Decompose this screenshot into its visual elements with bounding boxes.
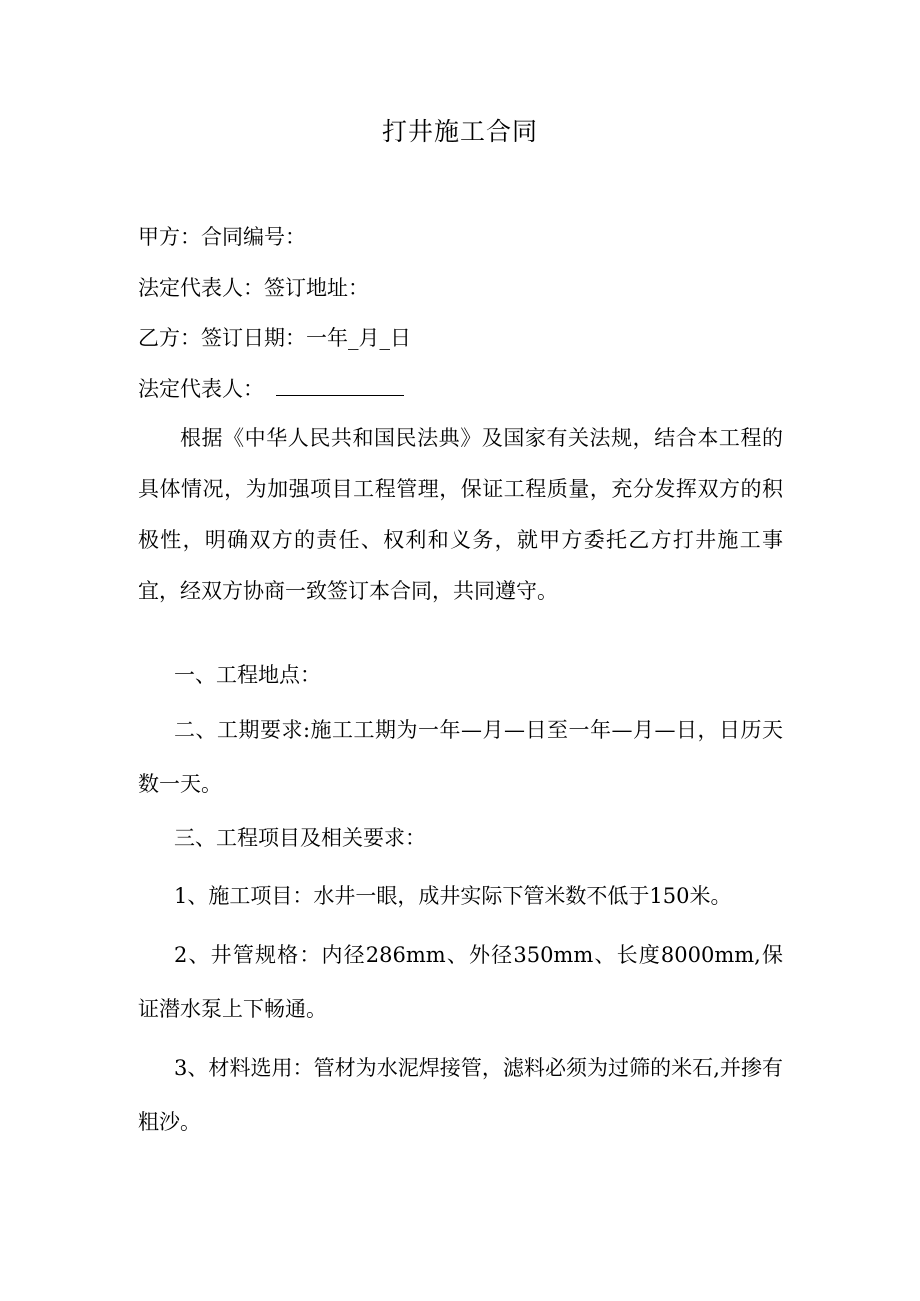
signature-blank (276, 379, 404, 396)
party-a-representative-line: 法定代表人：签订地址： (138, 276, 369, 300)
item-materials: 3、材料选用：管材为水泥焊接管，滤料必须为过筛的米石,并掺有粗沙。 (138, 1056, 783, 1134)
section-requirements: 三、工程项目及相关要求： (174, 826, 426, 850)
party-b-representative-line (138, 373, 404, 403)
party-b-line: 乙方：签订日期：一年_月_日 (138, 326, 411, 350)
item-pipe-spec: 2、井管规格：内径286mm、外径350mm、长度8000mm,保证潜水泵上下畅通。 (138, 943, 783, 1021)
section-location: 一、工程地点： (174, 663, 321, 687)
item-construction: 1、施工项目：水井一眼，成井实际下管米数不低于150米。 (174, 884, 732, 908)
intro-paragraph: 根据《中华人民共和国民法典》及国家有关法规，结合本工程的具体情况，为加强项目工程管理，保证工程质量，充分发挥双方的积极性，明确双方的责任、权利和义务，就甲方委托乙方打井施工事宜，经双方协商一致签订本合同，共同遵守。 (138, 426, 783, 603)
party-b-representative-label: 法定代表人： (138, 377, 264, 401)
party-a-line: 甲方：合同编号： (138, 225, 306, 249)
section-duration: 二、工期要求:施工工期为一年—月—日至一年—月—日，日历天数一天。 (138, 718, 783, 796)
page-title: 打井施工合同 (381, 117, 538, 146)
